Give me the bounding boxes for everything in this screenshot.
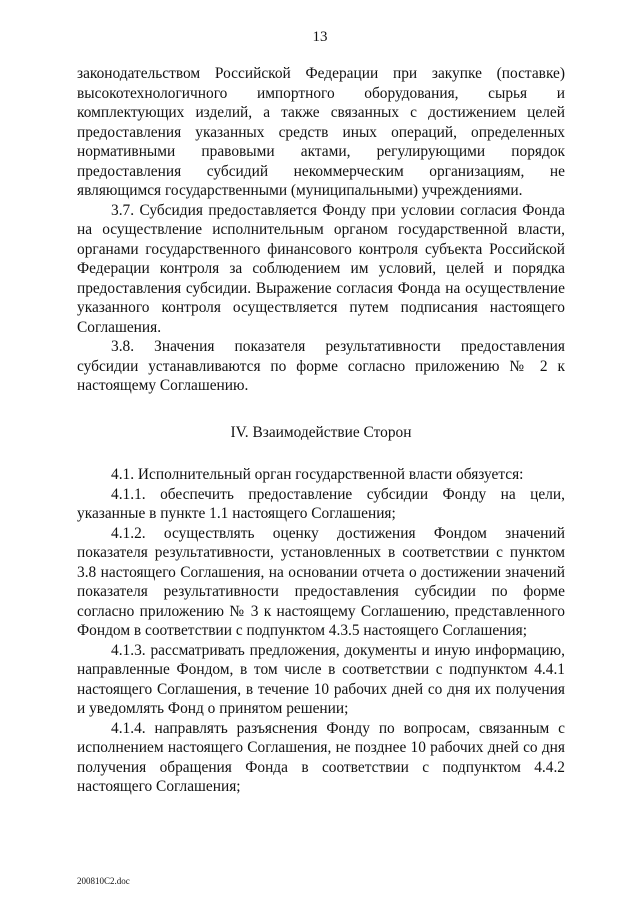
paragraph-4-1-4: 4.1.4. направлять разъяснения Фонду по вопросам, связанным с исполнением настоящего Соглашения, не позднее 10 рабочих дней со дня получения обращения Фонда в соответствии с подпунктом 4.4.2 настоящего Соглашения; — [77, 719, 565, 795]
paragraph-4-1-1: 4.1.1. обеспечить предоставление субсидии Фонду на цели, указанные в пункте 1.1 настоящего Соглашения; — [77, 485, 565, 522]
document-body — [77, 64, 565, 797]
page-number: 13 — [312, 29, 328, 45]
paragraph-3-7: 3.7. Субсидия предоставляется Фонду при условии согласия Фонда на осуществление исполнительным органом государственной власти, органами государственного финансового контроля субъекта Российской Федерации контроля за соблюдением им условий, целей и порядка предоставления субсидии. Выражение согласия Фонда на осуществление указанного контроля осуществляется путем подписания настоящего Соглашения. — [77, 201, 565, 336]
section-heading: IV. Взаимодействие Сторон — [230, 423, 412, 441]
paragraph-3-8: 3.8. Значения показателя результативности предоставления субсидии устанавливаются по форме согласно приложению № 2 к настоящему Соглашению. — [77, 338, 565, 394]
paragraph-4-1-2: 4.1.2. осуществлять оценку достижения Фондом значений показателя результативности, установленных в соответствии с пунктом 3.8 настоящего Соглашения, на основании отчета о достижении значений показателя результативности предоставления субсидии по форме согласно приложению № 3 к настоящему Соглашению, представленного Фондом в соответствии с подпунктом 4.3.5 настоящего Соглашения; — [77, 524, 565, 639]
paragraph-4-1-3: 4.1.3. рассматривать предложения, документы и иную информацию, направленные Фондом, в том числе в соответствии с подпунктом 4.4.1 настоящего Соглашения, в течение 10 рабочих дней со дня их получения и уведомлять Фонд о принятом решении; — [77, 641, 565, 717]
paragraph-continuation: законодательством Российской Федерации при закупке (поставке) высокотехнологичного импортного оборудования, сырья и комплектующих изделий, а также связанных с достижением целей предоставления указанных средств иных операций, определенных нормативными правовыми актами, регулирующими порядок предоставления субсидий некоммерческим организациям, не являющимся государственными (муниципальными) учреждениями. — [77, 65, 565, 199]
paragraph-4-1: 4.1. Исполнительный орган государственной власти обязуется: — [111, 466, 524, 483]
file-name-footer: 200810C2.doc — [77, 876, 130, 886]
